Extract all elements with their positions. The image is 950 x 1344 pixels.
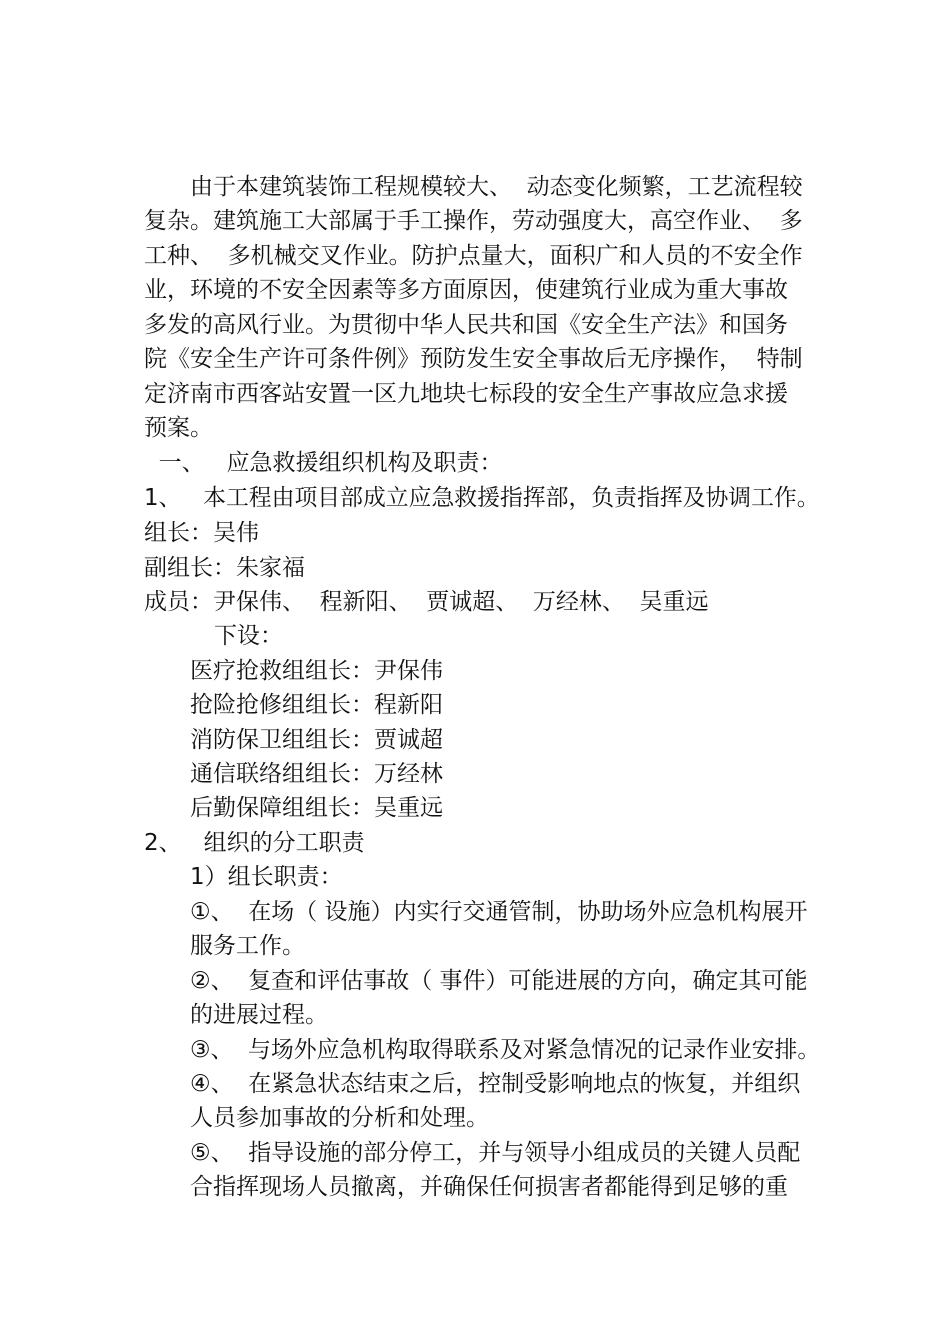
- intro-line-4: 业，环境的不安全因素等多方面原因，使建筑行业成为重大事故: [144, 277, 788, 303]
- leader-line: 组长：吴伟: [144, 520, 259, 546]
- item-1: 1、 本工程由项目部成立应急救援指挥部，负责指挥及协调工作。: [144, 485, 820, 511]
- group-leader-line: 医疗抢救组组长：尹保伟: [190, 658, 443, 684]
- duty-line: ①、 在场（ 设施）内实行交通管制，协助场外应急机构展开: [190, 899, 808, 925]
- duty-line: ②、 复查和评估事故（ 事件）可能进展的方向，确定其可能: [190, 968, 808, 994]
- intro-line-8: 预案。: [144, 415, 213, 441]
- group-leader-line: 后勤保障组组长：吴重远: [190, 795, 443, 821]
- duty-line: 人员参加事故的分析和处理。: [190, 1105, 489, 1131]
- intro-line-6: 院《安全生产许可条件例》预防发生安全事故后无序操作， 特制: [144, 346, 803, 372]
- intro-line-3: 工种、 多机械交叉作业。防护点量大，面积广和人员的不安全作: [144, 243, 803, 269]
- duty-line: ⑤、 指导设施的部分停工，并与领导小组成员的关键人员配: [190, 1140, 801, 1166]
- group-leader-line: 通信联络组组长：万经林: [190, 761, 443, 787]
- group-leader-line: 消防保卫组组长：贾诚超: [190, 727, 443, 753]
- duty-line: ④、 在紧急状态结束之后，控制受影响地点的恢复，并组织: [190, 1071, 801, 1097]
- duty-line: 合指挥现场人员撤离，并确保任何损害者都能得到足够的重: [190, 1174, 788, 1200]
- intro-line-5: 多发的高风行业。为贯彻中华人民共和国《安全生产法》和国务: [144, 312, 788, 338]
- intro-line-2: 复杂。建筑施工大部属于手工操作，劳动强度大，高空作业、 多: [144, 208, 803, 234]
- intro-line-1: 由于本建筑装饰工程规模较大、 动态变化频繁，工艺流程较: [190, 174, 803, 200]
- group-leader-line: 抢险抢修组组长：程新阳: [190, 692, 443, 718]
- sub-heading: 下设：: [214, 623, 283, 649]
- intro-line-7: 定济南市西客站安置一区九地块七标段的安全生产事故应急求援: [144, 381, 788, 407]
- duty-line: 的进展过程。: [190, 1002, 328, 1028]
- duty-line: ③、 与场外应急机构取得联系及对紧急情况的记录作业安排。: [190, 1037, 821, 1063]
- section-heading: 一、 应急救援组织机构及职责：: [144, 450, 503, 476]
- duty-line: 服务工作。: [190, 933, 305, 959]
- members-line: 成员：尹保伟、 程新阳、 贾诚超、 万经林、 吴重远: [144, 589, 709, 615]
- deputy-line: 副组长：朱家福: [144, 555, 305, 581]
- duties-heading: 1）组长职责：: [190, 864, 343, 890]
- item-2: 2、 组织的分工职责: [144, 830, 365, 856]
